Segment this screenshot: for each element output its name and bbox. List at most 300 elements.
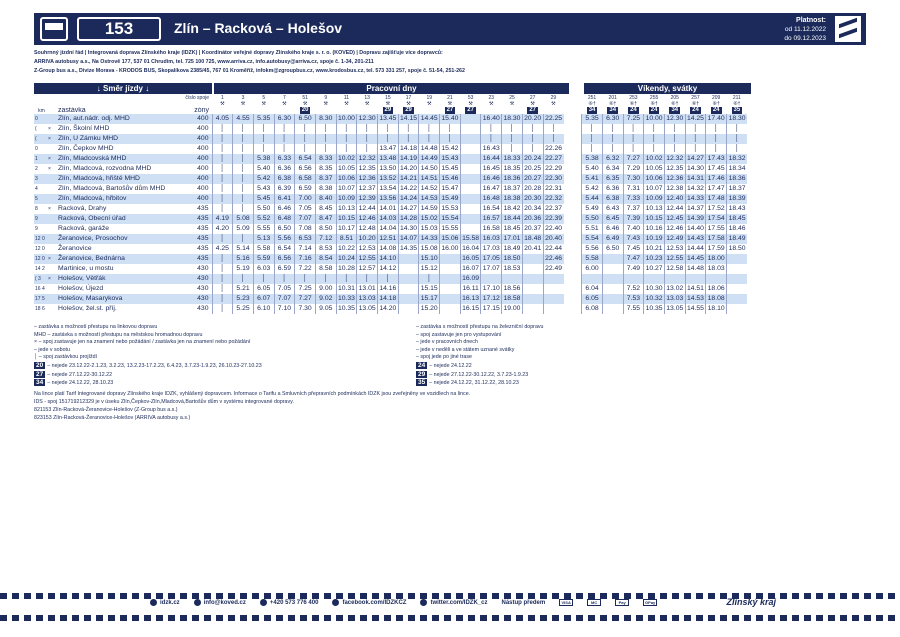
timetable-row — [34, 134, 747, 144]
zone-number: 435 — [197, 245, 209, 252]
km-value: 8 — [35, 206, 38, 212]
restriction-code — [378, 107, 399, 114]
departure-time: 16.15 — [462, 305, 480, 312]
separator — [564, 294, 582, 304]
departure-time: 20.36 — [524, 215, 542, 222]
code-badge: 34 — [588, 107, 596, 113]
departure-time: 18.49 — [727, 234, 748, 244]
departure-time: 17.12 — [482, 295, 500, 302]
payment-icon: Pay — [615, 599, 629, 606]
stop-name: Zlín, Mladcová, rozvodna MHD — [58, 165, 152, 172]
contact-icon — [260, 599, 267, 606]
departure-time: 12.40 — [666, 195, 684, 202]
legend-line: – zastávka s možností přestupu na linkovou dopravu — [34, 324, 158, 330]
restriction-code — [685, 107, 706, 114]
departure-time: 6.36 — [274, 164, 295, 174]
departure-time: 9.02 — [315, 294, 336, 304]
departure-time: 8.58 — [315, 264, 336, 274]
departure-time — [481, 274, 502, 284]
separator — [564, 107, 582, 114]
departure-time — [460, 114, 481, 124]
trip-number: 3 — [241, 95, 245, 101]
departure-time — [440, 294, 461, 304]
trip-number: 7 — [283, 95, 286, 101]
departure-time: 12.53 — [666, 245, 684, 252]
departure-time — [460, 144, 481, 154]
legend-line: – jede v sobotu — [34, 346, 70, 353]
departure-time: 15.12 — [420, 265, 438, 272]
restriction-code — [274, 107, 295, 114]
timetable-row — [34, 154, 747, 164]
departure-time: 20.25 — [524, 165, 542, 172]
departure-time: │ — [602, 124, 623, 134]
code-text: – nejede 23.12.22-2.1.23, 3.2.23, 13.2.23-17.2.23, 6.4.23, 3.7.23-1.9.23, 26.10.23-27.10.23 — [47, 362, 262, 369]
trip-number: 53 — [467, 95, 474, 101]
departure-time: 7.22 — [295, 264, 316, 274]
stop-name: Zlín, Mladcová, hřiště MHD — [56, 174, 186, 184]
departure-time: 5.59 — [253, 254, 274, 264]
departure-time: 5.50 — [582, 214, 603, 224]
departure-time: 14.44 — [686, 245, 704, 252]
departure-time: 16.46 — [482, 175, 500, 182]
code-badge: 34 — [671, 107, 679, 113]
departure-time: │ — [233, 174, 254, 184]
workday-icon: ⚒ — [406, 101, 411, 107]
departure-time: 6.53 — [295, 234, 316, 244]
validity — [784, 16, 826, 43]
departure-time: 20.40 — [543, 234, 564, 244]
timetable-row — [34, 274, 747, 284]
code-badge: 27 — [446, 107, 454, 113]
departure-time: 14.22 — [400, 185, 418, 192]
workday-icon: ⚒ — [489, 101, 494, 107]
footer-contact[interactable] — [194, 600, 246, 606]
zone-number: 400 — [186, 114, 212, 124]
stop-symbol: × — [48, 126, 51, 132]
stop-header: zastávka — [58, 107, 86, 114]
departure-time: 10.09 — [337, 195, 355, 202]
payment-icon: GPay — [645, 600, 656, 605]
departure-time: │ — [602, 144, 623, 154]
departure-time: 16.09 — [462, 275, 480, 282]
departure-time — [460, 174, 481, 184]
timetable-row — [34, 254, 747, 264]
trip-number: 27 — [529, 95, 536, 101]
departure-time: 6.58 — [295, 174, 316, 184]
departure-time: 6.32 — [602, 154, 623, 164]
workday-icon: ⚒ — [530, 101, 535, 107]
departure-time: 6.36 — [602, 184, 623, 194]
departure-time: 18.48 — [524, 235, 542, 242]
direction-header: ↓ Směr jízdy ↓ — [34, 83, 212, 94]
restriction-code — [212, 107, 233, 114]
legend-line: │ – spoj zastávkou projíždí — [34, 354, 98, 361]
departure-time: 20.28 — [524, 185, 542, 192]
departure-time — [398, 294, 419, 304]
departure-time: 6.07 — [253, 294, 274, 304]
departure-time: 13.01 — [358, 285, 376, 292]
departure-time — [440, 304, 461, 314]
departure-time: │ — [295, 144, 316, 154]
km-value: 0 — [34, 114, 48, 124]
separator — [564, 224, 582, 234]
zone-number: 400 — [186, 174, 212, 184]
departure-time: 22.39 — [543, 214, 564, 224]
departure-time: 10.32 — [645, 295, 663, 302]
zone-number: 400 — [186, 134, 212, 144]
zone-number: 435 — [197, 225, 209, 232]
departure-time: │ — [212, 194, 233, 204]
workday-icon: ⚒ — [385, 101, 391, 107]
zlin-region-logo: Zlínský kraj — [726, 597, 776, 607]
departure-time: 10.17 — [337, 225, 355, 232]
departure-time: 18.06 — [707, 285, 725, 292]
departure-time: │ — [212, 134, 233, 144]
departure-time: 7.27 — [295, 294, 316, 304]
departure-time: │ — [253, 124, 274, 134]
departure-time: 22.29 — [543, 164, 564, 174]
departure-time: 14.08 — [379, 245, 397, 252]
zone-number: 430 — [186, 274, 212, 284]
departure-time: 18.32 — [727, 154, 748, 164]
code-badge: 20 — [301, 107, 309, 113]
timetable-row — [34, 194, 747, 204]
departure-time: 14.27 — [686, 155, 704, 162]
departure-time: 5.56 — [582, 244, 603, 254]
code-badge: 29 — [418, 370, 426, 378]
km-value: 18 6 — [35, 306, 45, 312]
departure-time: 10.00 — [337, 115, 355, 122]
departure-time: │ — [419, 274, 440, 284]
code-badge: 24 — [418, 361, 426, 369]
departure-time — [460, 224, 481, 234]
departure-time — [522, 254, 543, 264]
departure-time — [460, 124, 481, 134]
zone-number: 435 — [197, 205, 209, 212]
departure-time — [602, 294, 623, 304]
weekend-icon: ⑥† — [691, 101, 700, 107]
trip-number: 11 — [343, 95, 350, 101]
workday-icon: ⚒ — [344, 101, 349, 107]
stop-name: Holešov, Masarykova — [56, 294, 186, 304]
departure-time: 12.30 — [666, 115, 684, 122]
departure-time: 18.03 — [707, 265, 725, 272]
departure-time: 15.55 — [441, 225, 459, 232]
km-label: km — [38, 107, 45, 114]
departure-time: 18.39 — [727, 194, 748, 204]
restriction-code — [398, 107, 419, 114]
departure-time: 7.27 — [623, 154, 644, 164]
blank-cell — [48, 107, 56, 114]
footer-items — [150, 599, 671, 606]
departure-time: │ — [685, 134, 706, 144]
departure-time: 7.16 — [295, 254, 316, 264]
departure-time: 4.19 — [212, 214, 233, 224]
zone-number: 400 — [197, 145, 209, 152]
departure-time: 14.03 — [379, 215, 397, 222]
departure-time: │ — [336, 274, 357, 284]
footer — [0, 593, 900, 621]
departure-time: 7.47 — [623, 254, 644, 264]
departure-time — [685, 274, 706, 284]
separator — [564, 284, 582, 294]
legend-code-line — [416, 362, 544, 371]
departure-time: 15.47 — [441, 185, 459, 192]
zone-number: 400 — [197, 165, 209, 172]
departure-time: 8.40 — [315, 194, 336, 204]
departure-time: │ — [706, 124, 727, 134]
km-value: 12 0 — [34, 234, 48, 244]
departure-time: 14.27 — [400, 205, 418, 212]
km-value: 2 — [35, 166, 38, 172]
departure-time: 14.20 — [379, 305, 397, 312]
restriction-code — [481, 107, 502, 114]
footer-contact[interactable] — [260, 600, 319, 606]
departure-time: 10.06 — [645, 175, 663, 182]
departure-time: 4.20 — [212, 224, 233, 234]
line-number: 153 — [77, 17, 161, 41]
legend-code-line — [34, 379, 262, 388]
departure-time: 6.35 — [602, 174, 623, 184]
departure-time: 15.02 — [420, 215, 438, 222]
footer-contact[interactable] — [332, 600, 406, 606]
zone-number: 400 — [197, 125, 209, 132]
departure-time: 14.39 — [686, 215, 704, 222]
departure-time: │ — [398, 124, 419, 134]
stop-symbol: × — [48, 274, 56, 284]
departure-time: 6.50 — [295, 114, 316, 124]
payment-icon: MC — [587, 599, 601, 606]
departure-time: 14.55 — [686, 305, 704, 312]
weekend-icon: ⑥† — [712, 101, 720, 107]
departure-time: 18.30 — [727, 114, 748, 124]
km-value: 3 — [34, 174, 48, 184]
stop-symbol — [48, 194, 56, 204]
departure-time: 18.44 — [503, 215, 521, 222]
weekend-icon: ⑥† — [671, 101, 679, 107]
restriction-code — [582, 107, 603, 114]
departure-time: 14.53 — [686, 295, 704, 302]
departure-time: │ — [295, 274, 316, 284]
departure-time: 6.38 — [274, 174, 295, 184]
restriction-code — [644, 107, 665, 114]
departure-time — [706, 274, 727, 284]
zone-number: 430 — [186, 294, 212, 304]
departure-time: │ — [212, 204, 233, 214]
stop-symbol — [48, 184, 56, 194]
departure-time: 7.33 — [623, 194, 644, 204]
departure-time: 10.33 — [337, 295, 355, 302]
departure-time: 18.10 — [707, 305, 725, 312]
footer-contact[interactable] — [420, 600, 487, 606]
separator — [564, 144, 582, 154]
trip-number: 15 — [385, 95, 391, 101]
note-line: 823153 Zlín-Racková-Žeranovice-Holešov (ARRIVA autobusy a.s.) — [34, 415, 191, 421]
km-value: 4 — [35, 186, 38, 192]
departure-time: 6.49 — [602, 234, 623, 244]
departure-time — [543, 274, 564, 284]
departure-time: 14.49 — [420, 155, 438, 162]
departure-time: 10.22 — [337, 245, 355, 252]
km-value: 1 — [34, 154, 48, 164]
restriction-code — [543, 107, 564, 114]
workday-icon: ⚒ — [302, 101, 308, 107]
separator — [564, 154, 582, 164]
departure-time: 8.35 — [315, 164, 336, 174]
departure-time — [460, 164, 481, 174]
departure-time: 6.03 — [253, 264, 274, 274]
departure-time: │ — [315, 124, 336, 134]
departure-time: 16.40 — [482, 115, 500, 122]
departure-time — [543, 284, 564, 294]
departure-time — [460, 134, 481, 144]
departure-time: │ — [378, 124, 399, 134]
departure-time: 10.21 — [645, 245, 663, 252]
departure-time: 14.48 — [420, 145, 438, 152]
departure-time: 14.40 — [686, 225, 704, 232]
departure-time: 12.58 — [666, 265, 684, 272]
departure-time: 14.50 — [420, 165, 438, 172]
workday-icon: ⚒ — [323, 101, 329, 107]
departure-time: │ — [212, 164, 233, 174]
footer-dash-bottom — [0, 615, 900, 621]
departure-time: 7.53 — [623, 294, 644, 304]
trip-number: 205 — [670, 95, 679, 101]
departure-time — [623, 274, 644, 284]
departure-time: 14.18 — [400, 145, 418, 152]
departure-time: │ — [233, 274, 254, 284]
departure-time: 17.40 — [707, 115, 725, 122]
departure-time: │ — [357, 144, 378, 154]
departure-time: 17.15 — [482, 305, 500, 312]
departure-time: 22.26 — [543, 144, 564, 154]
departure-time: 13.54 — [379, 185, 397, 192]
footer-contact[interactable] — [150, 600, 180, 606]
departure-time: │ — [664, 134, 685, 144]
departure-time: │ — [398, 134, 419, 144]
valid-from: od 11.12.2022 — [784, 26, 826, 33]
footer-contact-text: +420 573 776 400 — [269, 600, 319, 607]
departure-time: │ — [543, 124, 564, 134]
timetable-row — [34, 294, 747, 304]
departure-time: 17.10 — [482, 285, 500, 292]
departure-time: 7.29 — [623, 164, 644, 174]
departure-time — [522, 264, 543, 274]
departure-time: 7.43 — [623, 234, 644, 244]
departure-time: 4.55 — [233, 114, 254, 124]
footer-contact-text: twitter.com/IDZK_cz — [430, 600, 488, 607]
departure-time — [460, 214, 481, 224]
departure-time — [440, 274, 461, 284]
legend-code-line — [416, 371, 544, 380]
departure-time: 10.27 — [645, 265, 663, 272]
restriction-code — [460, 107, 481, 114]
operator-info — [34, 49, 864, 76]
departure-time: 5.23 — [233, 294, 254, 304]
timetable-row — [34, 164, 747, 174]
legend-line: – spoj zastavuje jen pro vystupování — [416, 331, 502, 338]
stop-symbol: × — [48, 206, 51, 212]
departure-time: 16.13 — [462, 295, 480, 302]
departure-time: │ — [212, 174, 233, 184]
departure-time: 6.41 — [274, 194, 295, 204]
departure-time: 22.30 — [543, 174, 564, 184]
departure-time — [727, 294, 748, 304]
departure-time: 10.07 — [337, 185, 355, 192]
legend-line: – jede v pracovních dnech — [416, 339, 478, 346]
workday-icon: ⚒ — [551, 101, 556, 107]
stop-symbol: × — [48, 154, 56, 164]
code-text: – nejede 24.12.22, 31.12.22, 28.10.23 — [429, 380, 519, 387]
info-line: ARRIVA autobusy a.s., Na Ostrově 177, 537 01 Chrudim, tel. 725 100 725, www.arriva.cz, info.autobusy@arriva.cz, spoje č. 1-34, 201-211 — [34, 59, 374, 65]
departure-time: 7.30 — [295, 304, 316, 314]
separator — [564, 214, 582, 224]
weekend-icon: ⑥† — [588, 101, 596, 107]
departure-time: │ — [357, 134, 378, 144]
departure-time: 18.35 — [503, 165, 521, 172]
separator — [564, 174, 582, 184]
departure-time: 8.51 — [336, 234, 357, 244]
departure-time: 12.57 — [358, 265, 376, 272]
departure-time: 14.15 — [400, 115, 418, 122]
stop-symbol — [48, 304, 56, 314]
departure-time: │ — [685, 124, 706, 134]
departure-time: 13.45 — [379, 115, 397, 122]
departure-time: 14.32 — [686, 185, 704, 192]
departure-time: 13.05 — [358, 305, 376, 312]
departure-time: │ — [502, 124, 523, 134]
departure-time: 20.30 — [524, 195, 542, 202]
departure-time: 18.50 — [727, 244, 748, 254]
departure-time: 14.20 — [400, 165, 418, 172]
departure-time: 12.44 — [358, 205, 376, 212]
zone-number: 430 — [197, 265, 209, 272]
departure-time: 18.45 — [503, 225, 521, 232]
departure-time: 7.07 — [274, 294, 295, 304]
departure-time: 5.40 — [582, 164, 603, 174]
trip-number: 13 — [364, 95, 370, 101]
workday-icon: ⚒ — [447, 101, 453, 107]
zone-number: 435 — [186, 234, 212, 244]
timetable-row — [34, 264, 747, 274]
departure-time: 8.37 — [315, 174, 336, 184]
departure-time — [460, 154, 481, 164]
stop-symbol: × — [48, 134, 56, 144]
departure-time: │ — [522, 134, 543, 144]
departure-time: │ — [419, 124, 440, 134]
departure-time: 14.30 — [686, 165, 704, 172]
departure-time: │ — [212, 264, 233, 274]
workday-icon: ⚒ — [468, 101, 473, 107]
stop-symbol — [48, 284, 56, 294]
departure-time: │ — [212, 284, 233, 294]
zone-number: 435 — [186, 214, 212, 224]
departure-time — [522, 294, 543, 304]
departure-time: 17.07 — [482, 265, 500, 272]
departure-time: 5.35 — [582, 114, 603, 124]
departure-time: 17.01 — [503, 235, 521, 242]
departure-time: 15.43 — [441, 155, 459, 162]
departure-time — [440, 264, 461, 274]
departure-time: 16.00 — [441, 245, 459, 252]
departure-time — [543, 304, 564, 314]
departure-time: 6.50 — [274, 224, 295, 234]
code-badge: 24 — [630, 107, 637, 113]
departure-time: │ — [233, 144, 254, 154]
trip-number-label: číslo spoje — [185, 95, 209, 101]
departure-time: 6.45 — [602, 214, 623, 224]
zone-number: 430 — [197, 285, 209, 292]
